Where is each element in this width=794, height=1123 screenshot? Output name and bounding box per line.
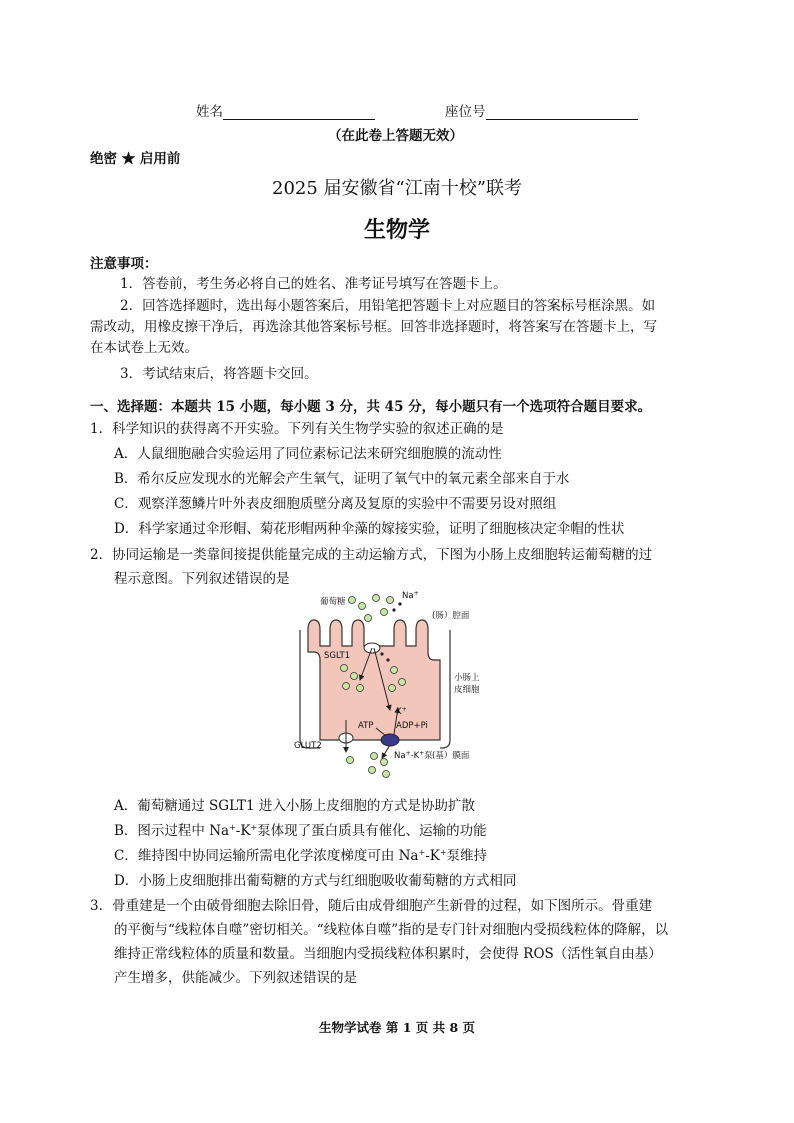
page-footer: 生物学试卷 第 1 页 共 8 页 xyxy=(318,1020,475,1035)
cell-label-1: 小肠上 xyxy=(454,673,480,683)
glucose-label: 葡萄糖 xyxy=(320,597,346,607)
question-stem: 1．科学知识的获得离不开实验。下列有关生物学实验的叙述正确的是 xyxy=(90,421,504,437)
name-blank xyxy=(223,105,375,120)
section-heading: 一、选择题：本题共 15 小题，每小题 3 分，共 45 分，每小题只有一个选项符合题目要求。 xyxy=(90,399,652,415)
notice-item: 需改动，用橡皮擦干净后，再选涂其他答案标号框。回答非选择题时，将答案写在答题卡上，写 xyxy=(90,319,657,335)
option-c: C．观察洋葱鳞片叶外表皮细胞质壁分离及复原的实验中不需要另设对照组 xyxy=(114,496,557,512)
invalid-note: （在此卷上答题无效） xyxy=(328,128,463,144)
notice-item: 3．考试结束后，将答题卡交回。 xyxy=(120,366,318,382)
basal-label: (基）膜面 xyxy=(432,751,470,761)
glut2-label: GLUT2 xyxy=(294,741,322,751)
name-field xyxy=(196,100,375,120)
notice-item: 在本试卷上无效。 xyxy=(90,340,198,356)
atp-label: ATP xyxy=(358,721,374,731)
option-c: C．维持图中协同运输所需电化学浓度梯度可由 Na+-K+泵维持 xyxy=(114,848,488,864)
option-b: B．希尔反应发现水的光解会产生氧气，证明了氧气中的氧元素全部来自于水 xyxy=(114,471,570,487)
question-stem: 2．协同运输是一类靠间接提供能量完成的主动运输方式，下图为小肠上皮细胞转运葡萄糖的过 xyxy=(90,547,653,563)
option-a: A．葡萄糖通过 SGLT1 进入小肠上皮细胞的方式是协助扩散 xyxy=(114,798,475,814)
secret-mark: 绝密 ★ 启用前 xyxy=(90,151,181,167)
seat-label: 座位号 xyxy=(445,104,486,120)
k-label: K+ xyxy=(396,706,407,717)
na-label: Na+ xyxy=(402,590,419,601)
glucose-transport-figure xyxy=(290,590,490,780)
option-d: D．科学家通过伞形帽、菊花形帽两种伞藻的嫁接实验，证明了细胞核决定伞帽的性状 xyxy=(114,521,625,537)
option-b: B．图示过程中 Na+-K+泵体现了蛋白质具有催化、运输的功能 xyxy=(114,823,487,839)
seat-blank xyxy=(486,105,638,120)
notice-item: 2．回答选择题时，选出每小题答案后，用铅笔把答题卡上对应题目的答案标号框涂黑。如 xyxy=(120,298,656,314)
adp-label: ADP+Pi xyxy=(396,721,428,731)
seat-field xyxy=(445,100,638,120)
option-a: A．人鼠细胞融合实验运用了同位素标记法来研究细胞膜的流动性 xyxy=(114,446,502,462)
right-membrane xyxy=(440,630,450,748)
subject-title: 生物学 xyxy=(363,217,430,243)
cell-label-2: 皮细胞 xyxy=(454,685,480,695)
question-stem-cont: 的平衡与“线粒体自噬”密切相关。“线粒体自噬”指的是专门针对细胞内受损线粒体的降解，以 xyxy=(114,922,669,938)
question-stem-cont: 产生增多，供能减少。下列叙述错误的是 xyxy=(114,970,357,986)
notice-item: 1．答卷前，考生务必将自己的姓名、准考证号填写在答题卡上。 xyxy=(120,276,507,292)
question-stem-cont: 维持正常线粒体的质量和数量。当细胞内受损线粒体积累时，会使得 ROS（活性氧自由基） xyxy=(114,946,662,962)
pump-label: Na+-K+泵 xyxy=(394,750,433,761)
name-label: 姓名 xyxy=(196,104,223,120)
notice-title: 注意事项： xyxy=(90,256,158,272)
exam-title: 2025 届安徽省“江南十校”联考 xyxy=(272,178,522,199)
sglt1-label: SGLT1 xyxy=(324,651,351,661)
lumen-label: (肠）腔面 xyxy=(432,611,470,621)
question-stem: 3．骨重建是一个由破骨细胞去除旧骨，随后由成骨细胞产生新骨的过程，如下图所示。骨重建 xyxy=(90,898,653,914)
option-d: D．小肠上皮细胞排出葡萄糖的方式与红细胞吸收葡萄糖的方式相同 xyxy=(114,873,517,889)
question-stem-cont: 程示意图。下列叙述错误的是 xyxy=(114,571,290,587)
